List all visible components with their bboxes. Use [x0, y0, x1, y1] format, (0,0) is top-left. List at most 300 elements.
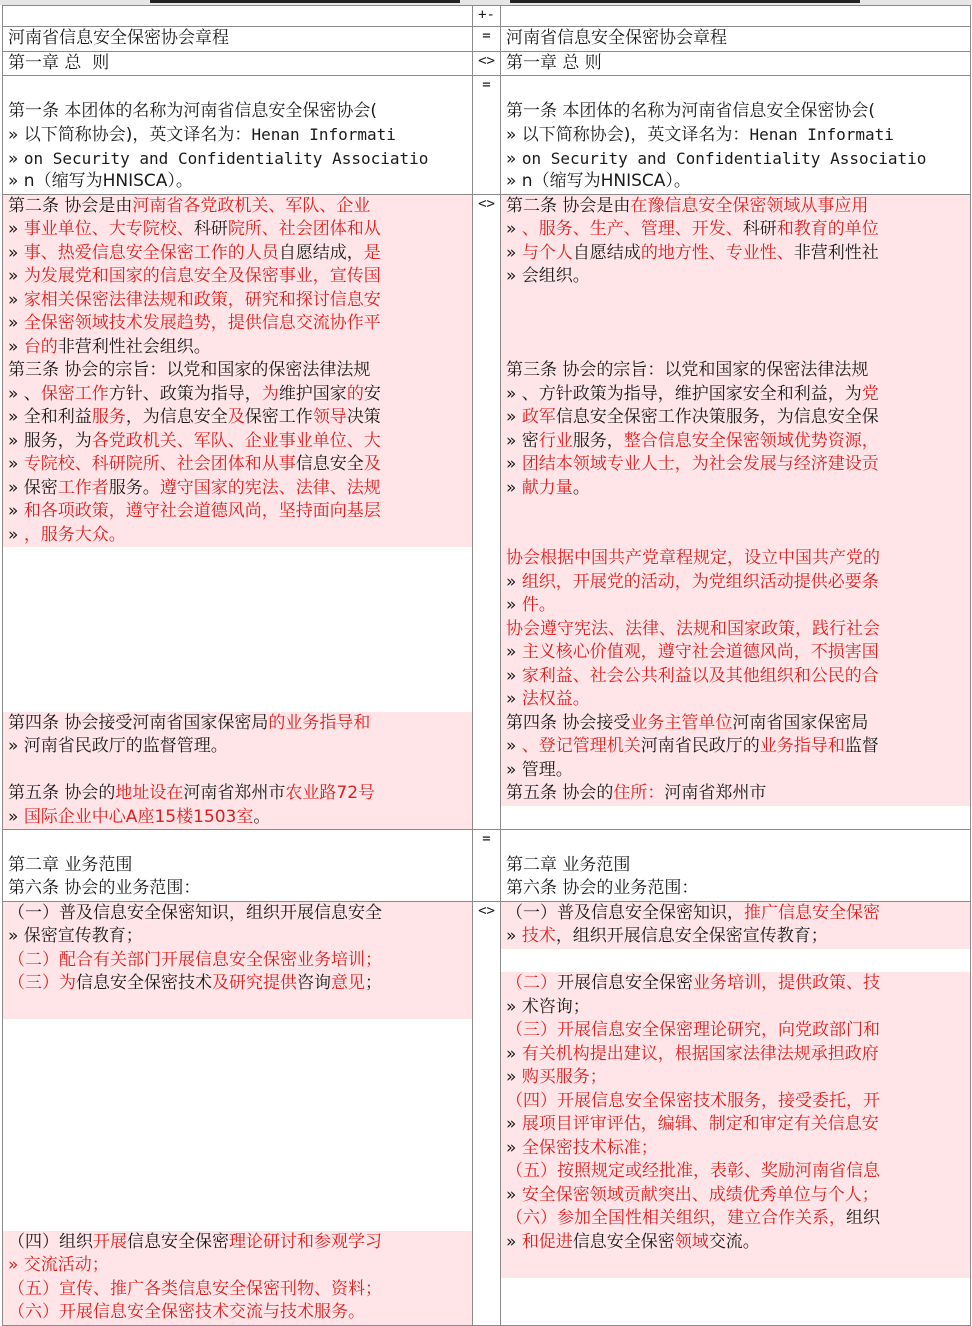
text-segment: 第一章 总 则: [506, 52, 602, 73]
text-segment: 方针、政策为指导，: [108, 383, 262, 404]
left-cell: [3, 901, 473, 1325]
text-segment: »: [506, 689, 522, 709]
text-segment: 第六条 协会的业务范围：: [8, 878, 201, 898]
changed-text: 各党政机关、军队、企业事业单位、大: [91, 430, 381, 451]
left-line: [3, 1207, 472, 1231]
changed-text: （四）开展信息安全保密技术服务，接受委托，开: [506, 1090, 880, 1111]
right-line: [501, 996, 970, 1020]
left-line: [3, 218, 472, 242]
left-line: [3, 830, 472, 854]
text-segment: 河南省国家保密局: [732, 712, 869, 733]
left-line: [3, 854, 472, 878]
changed-text: 团结本领域专业人士，为社会发展与经济建设贡: [521, 454, 879, 474]
right-line: [501, 147, 970, 171]
left-cell: [3, 194, 473, 830]
right-line: [501, 1207, 970, 1231]
text-segment: 咨询: [297, 973, 331, 993]
text-segment: » 术咨询；: [506, 996, 590, 1017]
text-segment: »: [506, 477, 522, 498]
changed-text: 家利益、社会公共利益以及其他组织和公民的合: [521, 665, 879, 686]
diff-row: [3, 76, 971, 195]
left-line: [3, 170, 472, 194]
left-line: [3, 972, 472, 996]
changed-text: 领导: [312, 407, 347, 427]
left-line: [3, 618, 472, 642]
changed-text: 在豫信息安全保密领域从事应用: [630, 195, 869, 216]
text-segment: 交流。: [708, 1231, 760, 1252]
text-segment: 非营利性社会组织。: [57, 336, 211, 357]
left-line: [3, 100, 472, 124]
text-segment: »: [506, 736, 522, 756]
text-segment: » n（缩写为HNISCA）。: [506, 171, 691, 191]
changed-text: 事业单位、大专院校、: [23, 219, 194, 239]
changed-text: 、登记管理机关: [521, 736, 641, 756]
left-line: [3, 594, 472, 618]
right-line: [501, 170, 970, 194]
text-segment: 河南省郑州市: [664, 783, 767, 803]
left-line: [3, 806, 472, 830]
text-segment: 信息安全保密: [572, 1231, 675, 1252]
text-segment: »: [506, 1137, 522, 1158]
text-segment: »: [506, 148, 522, 169]
right-line: [501, 902, 970, 926]
left-line: [3, 359, 472, 383]
right-line: [501, 524, 970, 548]
changed-text: 家相关保密法律法规和政策，研究和探讨信息安: [23, 289, 381, 310]
text-segment: 。: [572, 477, 590, 498]
text-segment: » 河南省民政厅的监督管理。: [8, 736, 228, 756]
changed-text: 及: [227, 407, 245, 427]
text-segment: 第一条 本团体的名称为河南省信息安全保密协会(: [506, 100, 876, 121]
right-line: [501, 1278, 970, 1302]
left-line: [3, 1090, 472, 1114]
header-row: [3, 6, 971, 27]
text-segment: »: [8, 219, 24, 239]
text-segment: »: [8, 501, 24, 521]
left-line: [3, 1137, 472, 1161]
text-segment: 。: [253, 806, 271, 827]
right-line: [501, 735, 970, 759]
text-segment: 科研: [742, 219, 777, 239]
text-segment: ；: [365, 973, 382, 993]
diff-comparison-table: [2, 5, 971, 1326]
changed-text: 及: [363, 454, 381, 474]
changed-text: 有关机构提出建议，根据国家法律法规承担政府: [521, 1043, 879, 1064]
changed-text: 和教育的单位: [776, 219, 879, 239]
text-segment: »: [8, 336, 24, 357]
changed-text: 为发展党和国家的信息安全及保密事业，宣传国: [23, 266, 381, 286]
left-line: [3, 712, 472, 736]
left-header-cell: [3, 6, 473, 27]
text-segment: 信息安全保密工作决策服务，为信息安全保: [555, 407, 879, 427]
right-line: [501, 759, 970, 783]
right-line: [501, 1301, 970, 1325]
right-line: [501, 289, 970, 313]
right-line: [501, 406, 970, 430]
right-line: [501, 27, 970, 51]
left-line: [3, 665, 472, 689]
left-line: [3, 1043, 472, 1067]
left-line: [3, 1066, 472, 1090]
changed-text: 献力量: [521, 477, 573, 498]
changed-text: 与个人: [521, 242, 573, 263]
text-segment: 维护国家: [278, 383, 347, 404]
diff-marker: =: [473, 830, 501, 902]
text-segment: （四）组织: [8, 1231, 93, 1252]
right-line: [501, 594, 970, 618]
text-segment: »: [506, 642, 522, 662]
left-line: [3, 1278, 472, 1302]
right-line: [501, 430, 970, 454]
changed-text: 农业路72号: [285, 783, 376, 803]
text-segment: »: [506, 571, 522, 592]
right-line: [501, 1254, 970, 1278]
right-line: [501, 100, 970, 124]
changed-text: 全保密技术标准；: [521, 1137, 658, 1158]
text-segment: » 会组织。: [506, 266, 590, 286]
left-line: [3, 383, 472, 407]
changed-text: 和促进: [521, 1231, 573, 1252]
changed-text: 事、热爱信息安全保密工作的人员: [23, 242, 279, 263]
changed-text: （二）: [506, 973, 557, 993]
left-line: [3, 27, 472, 51]
left-line: [3, 949, 472, 973]
right-line: [501, 1043, 970, 1067]
right-line: [501, 500, 970, 524]
left-line: [3, 123, 472, 147]
left-line: [3, 1184, 472, 1208]
right-line: [501, 76, 970, 100]
left-line: [3, 453, 472, 477]
right-line: [501, 1019, 970, 1043]
left-line: [3, 877, 472, 901]
changed-text: 协会遵守宪法、法律、法规和国家政策，践行社会: [506, 618, 880, 639]
changed-text: ，服务大众。: [23, 524, 126, 545]
changed-text: 工作者: [57, 477, 109, 498]
text-segment: » 保密: [8, 477, 58, 498]
left-line: [3, 1301, 472, 1325]
text-segment: »: [506, 1043, 522, 1064]
changed-text: 业务主管单位: [630, 712, 733, 733]
text-segment: 第五条 协会的: [8, 783, 116, 803]
left-line: [3, 524, 472, 548]
text-segment: » 服务，为: [8, 430, 92, 451]
text-segment: »: [8, 524, 24, 545]
text-segment: » n（缩写为HNISCA）。: [8, 171, 193, 191]
text-segment: »: [8, 266, 24, 286]
diff-row: [3, 51, 971, 76]
right-line: [501, 641, 970, 665]
changed-text: （二）配合有关部门开展信息安全保密业务培训；: [8, 949, 382, 970]
text-segment: 河南省民政厅的: [640, 736, 760, 756]
right-line: [501, 1066, 970, 1090]
changed-text: 为: [261, 383, 279, 404]
left-line: [3, 1160, 472, 1184]
right-line: [501, 972, 970, 996]
text-segment: »: [506, 219, 522, 239]
changed-text: 购买服务；: [521, 1067, 607, 1087]
changed-text: 国际企业中心A座15楼1503室: [23, 806, 254, 827]
right-line: [501, 1160, 970, 1184]
right-line: [501, 665, 970, 689]
left-cell: [3, 76, 473, 195]
changed-text: 台的: [23, 336, 58, 357]
changed-text: 是: [363, 242, 381, 263]
right-line: [501, 712, 970, 736]
changed-text: 展项目评审评估，编辑、制定和审定有关信息安: [521, 1114, 879, 1134]
diff-row: [3, 830, 971, 902]
text-segment: 自愿结成: [572, 242, 641, 263]
text-segment: 服务。: [108, 477, 160, 498]
text-segment: （一）普及信息安全保密知识，: [506, 902, 744, 923]
text-segment: 信息安全: [295, 454, 364, 474]
text-segment: Henan Informati: [749, 125, 894, 144]
text-segment: » 以下简称协会)，英文译名为：: [506, 125, 750, 145]
right-line: [501, 830, 970, 854]
text-segment: 安: [363, 383, 381, 404]
text-segment: 自愿结成，: [278, 242, 364, 263]
changed-text: 住所：: [613, 783, 665, 803]
right-line: [501, 1231, 970, 1255]
left-line: [3, 1254, 472, 1278]
text-segment: 第二章 业务范围: [8, 854, 133, 875]
text-segment: 组织: [846, 1208, 880, 1228]
left-line: [3, 1113, 472, 1137]
left-line: [3, 430, 472, 454]
text-segment: 河南省郑州市: [183, 783, 286, 803]
text-segment: 第五条 协会的: [506, 783, 614, 803]
text-segment: 第三条 协会的宗旨：以党和国家的保密法律法规: [506, 360, 869, 380]
text-segment: （一）普及信息安全保密知识，组织开展信息安全: [8, 902, 382, 923]
changed-text: 地址设在: [115, 783, 184, 803]
text-segment: » 、: [8, 383, 41, 404]
left-line: [3, 925, 472, 949]
right-line: [501, 854, 970, 878]
text-segment: 信息安全保密技术: [76, 973, 212, 993]
right-line: [501, 1184, 970, 1208]
text-segment: 第一章 总 则: [8, 52, 110, 73]
text-segment: »: [506, 454, 522, 474]
left-line: [3, 195, 472, 219]
text-segment: 服务，: [572, 430, 624, 451]
changed-text: 业务指导和: [759, 736, 845, 756]
text-segment: »: [506, 926, 522, 946]
right-cell: [501, 51, 971, 76]
text-segment: 科研: [193, 219, 228, 239]
left-line: [3, 782, 472, 806]
right-line: [501, 195, 970, 219]
right-cell: [501, 27, 971, 52]
right-line: [501, 242, 970, 266]
text-segment: »: [8, 289, 24, 310]
right-line: [501, 312, 970, 336]
diff-row: [3, 194, 971, 830]
text-segment: 保密工作: [244, 407, 313, 427]
left-line: [3, 688, 472, 712]
text-segment: 第四条 协会接受河南省国家保密局: [8, 712, 269, 733]
text-segment: »: [506, 1184, 522, 1205]
text-segment: »: [506, 242, 522, 263]
right-line: [501, 688, 970, 712]
right-line: [501, 218, 970, 242]
left-line: [3, 547, 472, 571]
left-line: [3, 265, 472, 289]
changed-text: 党: [861, 383, 879, 404]
changed-text: 意见: [331, 973, 365, 993]
right-cell: [501, 194, 971, 830]
text-segment: 决策: [346, 407, 381, 427]
diff-marker: <>: [473, 901, 501, 1325]
text-segment: 监督: [844, 736, 879, 756]
changed-text: 的业务指导和: [268, 712, 371, 733]
diff-row: [3, 901, 971, 1325]
text-segment: »: [8, 313, 24, 333]
changed-text: 全保密领域技术发展趋势，提供信息交流协作平: [23, 313, 381, 333]
text-segment: Henan Informati: [251, 125, 396, 144]
changed-text: 组织，开展党的活动，为党组织活动提供必要条: [521, 571, 879, 592]
left-line: [3, 477, 472, 501]
left-line: [3, 289, 472, 313]
right-line: [501, 618, 970, 642]
changed-text: 专院校、科研院所、社会团体和从事: [23, 454, 296, 474]
right-cell: [501, 830, 971, 902]
right-line: [501, 547, 970, 571]
diff-marker: <>: [473, 194, 501, 830]
right-line: [501, 477, 970, 501]
text-segment: 第一条 本团体的名称为河南省信息安全保密协会(: [8, 100, 378, 121]
left-line: [3, 336, 472, 360]
right-line: [501, 925, 970, 949]
left-line: [3, 571, 472, 595]
text-segment: »: [8, 242, 24, 263]
right-line: [501, 806, 970, 830]
changed-text: （六）参加全国性相关组织，建立合作关系，: [506, 1208, 846, 1228]
right-line: [501, 336, 970, 360]
changed-text: 领域: [674, 1231, 709, 1252]
text-segment: 开展信息安全保密: [557, 973, 693, 993]
left-line: [3, 996, 472, 1020]
text-segment: 第四条 协会接受: [506, 712, 631, 733]
left-line: [3, 902, 472, 926]
text-segment: » 以下简称协会)，英文译名为：: [8, 125, 252, 145]
text-segment: 非营利性社: [793, 242, 879, 263]
left-line: [3, 76, 472, 100]
text-segment: 第三条 协会的宗旨：以党和国家的保密法律法规: [8, 360, 371, 380]
diff-marker: =: [473, 76, 501, 195]
right-line: [501, 383, 970, 407]
cut-off-text-right: [510, 0, 860, 3]
right-line: [501, 1090, 970, 1114]
changed-text: 协会根据中国共产党章程规定，设立中国共产党的: [506, 548, 880, 568]
text-segment: »: [8, 806, 24, 827]
text-segment: ，组织开展信息安全保密宣传教育；: [555, 926, 828, 946]
diff-row: [3, 27, 971, 52]
diff-marker: <>: [473, 51, 501, 76]
left-cell: [3, 27, 473, 52]
text-segment: »: [506, 595, 522, 615]
left-cell: [3, 51, 473, 76]
changed-text: 保密工作: [40, 383, 109, 404]
text-segment: » 、方针政策为指导，维护国家安全和利益，为: [506, 383, 862, 404]
text-segment: »: [506, 1231, 522, 1252]
left-cell: [3, 830, 473, 902]
diff-marker: +-: [473, 6, 501, 27]
right-line: [501, 949, 970, 973]
left-line: [3, 1231, 472, 1255]
right-line: [501, 453, 970, 477]
text-segment: 河南省信息安全保密协会章程: [8, 28, 229, 48]
right-cell: [501, 76, 971, 195]
text-segment: 第六条 协会的业务范围：: [506, 878, 699, 898]
text-segment: »: [506, 1067, 522, 1087]
changed-text: 开展: [93, 1231, 127, 1252]
changed-text: （三）: [8, 973, 59, 993]
right-line: [501, 359, 970, 383]
text-segment: 第二条 协会是由: [8, 195, 133, 216]
changed-text: 推广信息安全保密: [744, 902, 880, 923]
text-segment: on Security and Confidentiality Associatio: [23, 148, 429, 168]
left-line: [3, 1019, 472, 1043]
text-segment: »: [506, 665, 522, 686]
changed-text: （三）开展信息安全保密理论研究，向党政部门和: [506, 1020, 880, 1040]
left-line: [3, 735, 472, 759]
changed-text: 理论研讨和参观学习: [229, 1231, 382, 1252]
left-line: [3, 312, 472, 336]
right-line: [501, 571, 970, 595]
changed-text: 的地方性、专业性、: [640, 242, 794, 263]
right-line: [501, 265, 970, 289]
text-segment: »: [8, 454, 24, 474]
changed-text: 服务: [91, 407, 126, 427]
diff-marker: =: [473, 27, 501, 52]
changed-text: 政军: [521, 407, 556, 427]
changed-text: 、服务、生产、管理、开发、: [521, 219, 743, 239]
changed-text: 及研究提供: [212, 973, 297, 993]
right-line: [501, 123, 970, 147]
changed-text: 业务培训，提供政策、技: [693, 973, 880, 993]
text-segment: »: [8, 148, 24, 169]
left-line: [3, 759, 472, 783]
changed-text: 院所、社会团体和从: [227, 219, 381, 239]
left-line: [3, 406, 472, 430]
changed-text: 整合信息安全保密领域优势资源，: [623, 430, 879, 451]
right-line: [501, 1137, 970, 1161]
changed-text: 行业: [538, 430, 573, 451]
text-segment: » 管理。: [506, 759, 573, 780]
text-segment: » 密: [506, 430, 539, 451]
text-segment: »: [506, 407, 522, 427]
right-line: [501, 1113, 970, 1137]
right-header-cell: [501, 6, 971, 27]
changed-text: （五）宣传、推广各类信息安全保密刊物、资料；: [8, 1278, 382, 1299]
text-segment: on Security and Confidentiality Associatio: [521, 148, 927, 168]
changed-text: » 交流活动；: [8, 1255, 109, 1275]
right-line: [501, 877, 970, 901]
changed-text: （五）按照规定或经批准，表彰、奖励河南省信息: [506, 1161, 880, 1181]
text-segment: 河南省信息安全保密协会章程: [506, 28, 727, 48]
changed-text: 技术: [521, 926, 556, 946]
left-line: [3, 500, 472, 524]
changed-text: 法权益。: [521, 689, 590, 709]
left-line: [3, 242, 472, 266]
text-segment: 第二条 协会是由: [506, 195, 631, 216]
text-segment: » 全和利益: [8, 407, 92, 427]
left-line: [3, 147, 472, 171]
changed-text: 件。: [521, 595, 556, 615]
changed-text: （六）开展信息安全保密技术交流与技术服务。: [8, 1302, 365, 1322]
changed-text: 河南省各党政机关、军队、企业: [132, 195, 371, 216]
cut-off-text-left: [150, 0, 460, 3]
